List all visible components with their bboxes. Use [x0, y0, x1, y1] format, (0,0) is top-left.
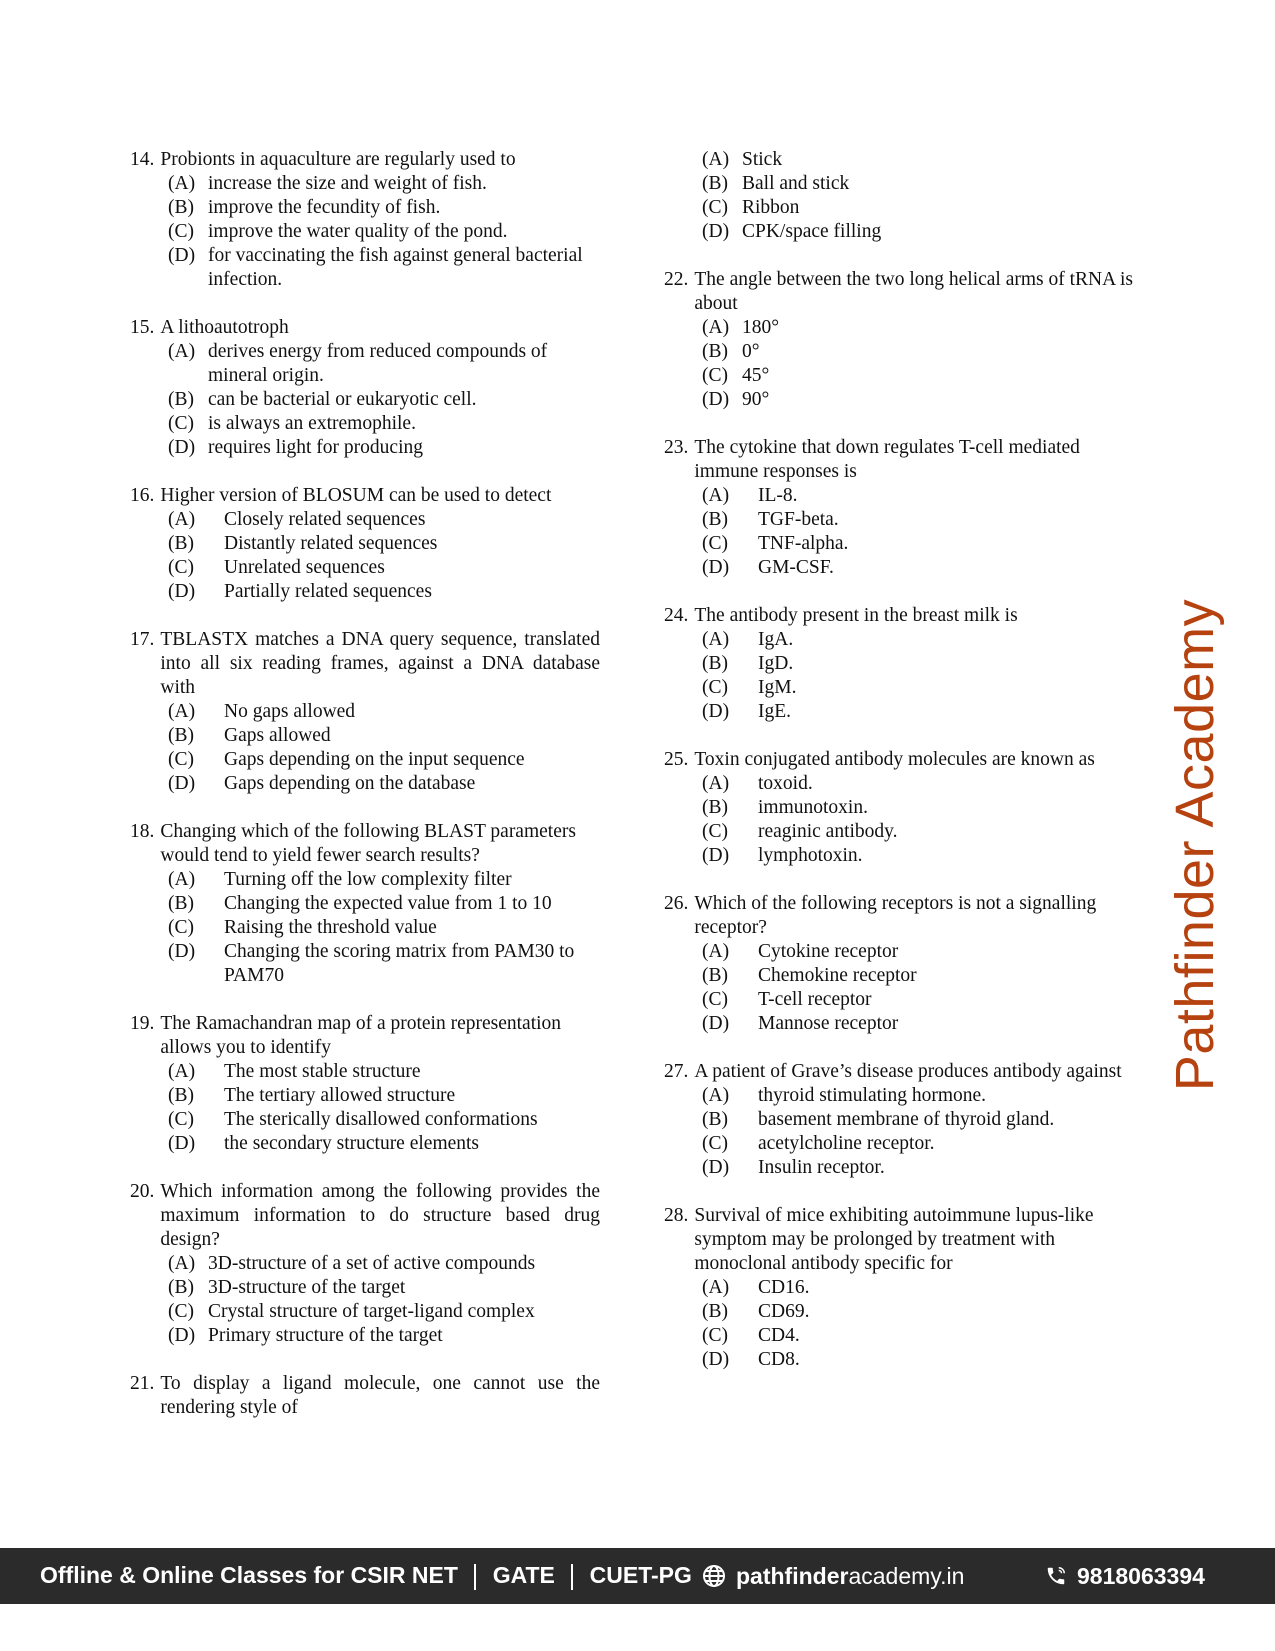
- option-label: (C): [702, 821, 728, 842]
- option-label: (A): [168, 701, 196, 722]
- option-label: (B): [702, 509, 728, 530]
- option-text: CD8.: [758, 1349, 800, 1370]
- website-bold: pathfinder: [736, 1562, 849, 1589]
- answer-option: [702, 196, 1134, 220]
- answer-option: [702, 940, 1134, 964]
- answer-option: [168, 1060, 600, 1084]
- option-text: Closely related sequences: [224, 509, 426, 530]
- question-stem: [664, 436, 1134, 484]
- question-item: [664, 604, 1134, 724]
- question-item: [130, 484, 600, 604]
- answer-option: [168, 724, 600, 748]
- question-number: 16.: [130, 485, 155, 506]
- answer-option: [702, 628, 1134, 652]
- answer-option: [168, 412, 600, 436]
- question-stem: [664, 1204, 1134, 1276]
- answer-option: [702, 1132, 1134, 1156]
- answer-option: [702, 148, 1134, 172]
- answer-option: [702, 796, 1134, 820]
- question-item: [664, 1060, 1134, 1180]
- option-text: IgM.: [758, 677, 797, 698]
- option-label: (D): [702, 221, 730, 242]
- footer-website[interactable]: [702, 1563, 964, 1590]
- question-item: [130, 628, 600, 796]
- option-label: (B): [702, 653, 728, 674]
- phone-number: 9818063394: [1077, 1562, 1205, 1589]
- question-number: 15.: [130, 317, 155, 338]
- answer-option: [702, 364, 1134, 388]
- option-label: (A): [702, 629, 730, 650]
- option-text: lymphotoxin.: [758, 845, 863, 866]
- answer-option: [168, 1276, 600, 1300]
- option-label: (D): [702, 1013, 730, 1034]
- answer-option: [168, 1300, 600, 1324]
- website-light: academy.in: [848, 1562, 965, 1589]
- option-text: basement membrane of thyroid gland.: [758, 1109, 1055, 1130]
- question-stem: [130, 820, 600, 868]
- option-label: (B): [702, 965, 728, 986]
- answer-option: [168, 1108, 600, 1132]
- question-number: 24.: [664, 605, 689, 626]
- option-text: 3D-structure of the target: [208, 1277, 406, 1298]
- question-item: [664, 748, 1134, 868]
- option-text: Cytokine receptor: [758, 941, 899, 962]
- option-text: increase the size and weight of fish.: [208, 173, 487, 194]
- answer-option: [168, 340, 600, 388]
- question-stem: [664, 1060, 1134, 1084]
- question-item: [130, 1180, 600, 1348]
- option-text: Gaps allowed: [224, 725, 331, 746]
- right-column: [664, 148, 1134, 1396]
- option-label: (D): [702, 1349, 730, 1370]
- footer-separator: [474, 1564, 476, 1590]
- question-stem: [664, 604, 1134, 628]
- option-label: (C): [702, 533, 728, 554]
- question-stem: [664, 268, 1134, 316]
- question-item: [664, 268, 1134, 412]
- option-label: (C): [702, 989, 728, 1010]
- option-text: TGF-beta.: [758, 509, 839, 530]
- question-item: [664, 148, 1134, 244]
- option-label: (D): [168, 1325, 196, 1346]
- question-text: The angle between the two long helical arms of tRNA is about: [694, 269, 1134, 314]
- option-text: Chemokine receptor: [758, 965, 917, 986]
- option-label: (D): [168, 941, 196, 962]
- answer-option: [702, 700, 1134, 724]
- option-label: (B): [702, 797, 728, 818]
- question-item: [130, 1372, 600, 1420]
- question-number: 22.: [664, 269, 689, 290]
- footer-separator: [571, 1564, 573, 1590]
- option-text: Ribbon: [742, 197, 800, 218]
- footer-bar: [0, 1548, 1275, 1604]
- option-text: Changing the scoring matrix from PAM30 to PAM70: [224, 941, 575, 986]
- option-label: (C): [168, 1301, 194, 1322]
- question-number: 27.: [664, 1061, 689, 1082]
- footer-cuet: CUET-PG: [589, 1562, 692, 1589]
- answer-option: [168, 868, 600, 892]
- question-text: The antibody present in the breast milk is: [694, 605, 1018, 626]
- option-label: (A): [168, 1253, 196, 1274]
- answer-option: [168, 220, 600, 244]
- question-stem: [130, 1372, 600, 1420]
- option-label: (C): [168, 221, 194, 242]
- question-stem: [130, 628, 600, 700]
- answer-option: [702, 772, 1134, 796]
- option-text: improve the water quality of the pond.: [208, 221, 508, 242]
- answer-option: [702, 172, 1134, 196]
- globe-icon: [702, 1564, 726, 1588]
- option-text: The tertiary allowed structure: [224, 1085, 456, 1106]
- option-text: IgD.: [758, 653, 794, 674]
- question-stem: [130, 484, 600, 508]
- option-text: can be bacterial or eukaryotic cell.: [208, 389, 477, 410]
- answer-option: [168, 892, 600, 916]
- option-text: The sterically disallowed conformations: [224, 1109, 538, 1130]
- option-text: The most stable structure: [224, 1061, 421, 1082]
- option-text: CPK/space filling: [742, 221, 882, 242]
- answer-option: [702, 1084, 1134, 1108]
- option-text: is always an extremophile.: [208, 413, 416, 434]
- option-label: (D): [168, 245, 196, 266]
- answer-option: [702, 1276, 1134, 1300]
- answer-option: [702, 556, 1134, 580]
- answer-option: [702, 1300, 1134, 1324]
- option-text: for vaccinating the fish against general bacterial infection.: [208, 245, 583, 290]
- option-label: (D): [702, 701, 730, 722]
- option-text: TNF-alpha.: [758, 533, 849, 554]
- option-label: (A): [702, 149, 730, 170]
- option-text: requires light for producing: [208, 437, 423, 458]
- option-label: (C): [168, 557, 194, 578]
- question-text: A patient of Grave’s disease produces antibody against: [694, 1061, 1122, 1082]
- option-text: No gaps allowed: [224, 701, 356, 722]
- question-number: 14.: [130, 149, 155, 170]
- answer-option: [702, 316, 1134, 340]
- option-label: (A): [702, 773, 730, 794]
- option-text: toxoid.: [758, 773, 813, 794]
- option-label: (D): [168, 1133, 196, 1154]
- answer-option: [702, 1156, 1134, 1180]
- option-text: Ball and stick: [742, 173, 850, 194]
- option-text: reaginic antibody.: [758, 821, 898, 842]
- option-text: acetylcholine receptor.: [758, 1133, 935, 1154]
- option-label: (C): [702, 365, 728, 386]
- option-label: (A): [702, 317, 730, 338]
- option-text: Unrelated sequences: [224, 557, 385, 578]
- question-stem: [664, 748, 1134, 772]
- option-label: (D): [168, 437, 196, 458]
- watermark: Pathfinder Academy: [1165, 598, 1225, 1092]
- answer-option: [168, 1132, 600, 1156]
- option-label: (B): [168, 389, 194, 410]
- answer-option: [702, 1348, 1134, 1372]
- option-label: (C): [168, 413, 194, 434]
- option-label: (B): [702, 1109, 728, 1130]
- option-text: 180°: [742, 317, 780, 338]
- option-label: (A): [168, 1061, 196, 1082]
- question-text: To display a ligand molecule, one cannot use the rendering style of: [160, 1373, 600, 1418]
- option-text: 0°: [742, 341, 760, 362]
- option-label: (C): [168, 1109, 194, 1130]
- question-number: 18.: [130, 821, 155, 842]
- option-label: (C): [168, 917, 194, 938]
- option-label: (B): [168, 725, 194, 746]
- answer-option: [702, 1012, 1134, 1036]
- option-text: thyroid stimulating hormone.: [758, 1085, 987, 1106]
- answer-option: [168, 1324, 600, 1348]
- question-stem: [130, 148, 600, 172]
- option-text: Raising the threshold value: [224, 917, 437, 938]
- answer-option: [702, 652, 1134, 676]
- question-stem: [130, 1180, 600, 1252]
- option-label: (B): [168, 893, 194, 914]
- option-text: IgE.: [758, 701, 792, 722]
- option-text: 45°: [742, 365, 770, 386]
- answer-option: [702, 484, 1134, 508]
- question-text: The Ramachandran map of a protein representation allows you to identify: [160, 1013, 562, 1058]
- option-label: (D): [702, 557, 730, 578]
- question-number: 28.: [664, 1205, 689, 1226]
- option-label: (A): [168, 341, 196, 362]
- question-stem: [130, 1012, 600, 1060]
- question-text: The cytokine that down regulates T-cell mediated immune responses is: [694, 437, 1080, 482]
- option-label: (D): [168, 773, 196, 794]
- option-text: IgA.: [758, 629, 794, 650]
- option-label: (B): [702, 341, 728, 362]
- option-label: (D): [702, 1157, 730, 1178]
- question-text: Probionts in aquaculture are regularly used to: [160, 149, 516, 170]
- option-text: Crystal structure of target-ligand complex: [208, 1301, 535, 1322]
- option-text: Stick: [742, 149, 783, 170]
- option-label: (B): [702, 1301, 728, 1322]
- footer-gate: GATE: [492, 1562, 555, 1589]
- option-label: (C): [702, 1325, 728, 1346]
- option-label: (B): [168, 1085, 194, 1106]
- answer-option: [702, 1108, 1134, 1132]
- left-column: [130, 148, 600, 1444]
- option-text: Mannose receptor: [758, 1013, 899, 1034]
- option-text: IL-8.: [758, 485, 798, 506]
- question-item: [130, 820, 600, 988]
- question-text: TBLASTX matches a DNA query sequence, translated into all six reading frames, against a DNA database with: [160, 629, 600, 698]
- question-number: 19.: [130, 1013, 155, 1034]
- answer-option: [168, 580, 600, 604]
- option-label: (C): [168, 749, 194, 770]
- option-text: GM-CSF.: [758, 557, 834, 578]
- question-number: 25.: [664, 749, 689, 770]
- option-label: (A): [168, 173, 196, 194]
- question-text: A lithoautotroph: [160, 317, 289, 338]
- question-number: 23.: [664, 437, 689, 458]
- option-text: Turning off the low complexity filter: [224, 869, 512, 890]
- option-label: (A): [702, 1277, 730, 1298]
- option-label: (A): [702, 485, 730, 506]
- answer-option: [168, 748, 600, 772]
- question-text: Higher version of BLOSUM can be used to detect: [160, 485, 552, 506]
- answer-option: [168, 772, 600, 796]
- answer-option: [702, 388, 1134, 412]
- option-label: (A): [702, 941, 730, 962]
- question-text: Which of the following receptors is not a signalling receptor?: [694, 893, 1097, 938]
- answer-option: [168, 388, 600, 412]
- footer-classes: [40, 1562, 692, 1590]
- answer-option: [168, 1084, 600, 1108]
- option-label: (B): [168, 1277, 194, 1298]
- question-stem: [664, 892, 1134, 940]
- question-number: 17.: [130, 629, 155, 650]
- answer-option: [702, 340, 1134, 364]
- answer-option: [702, 844, 1134, 868]
- answer-option: [702, 676, 1134, 700]
- option-label: (D): [168, 581, 196, 602]
- question-item: [664, 892, 1134, 1036]
- question-item: [130, 1012, 600, 1156]
- answer-option: [702, 220, 1134, 244]
- question-text: Changing which of the following BLAST parameters would tend to yield fewer search results?: [160, 821, 576, 866]
- option-text: Gaps depending on the input sequence: [224, 749, 525, 770]
- answer-option: [702, 508, 1134, 532]
- option-label: (C): [702, 197, 728, 218]
- option-label: (B): [702, 173, 728, 194]
- answer-option: [168, 556, 600, 580]
- question-stem: [130, 316, 600, 340]
- option-text: Distantly related sequences: [224, 533, 438, 554]
- answer-option: [168, 1252, 600, 1276]
- option-text: 3D-structure of a set of active compounds: [208, 1253, 536, 1274]
- question-number: 21.: [130, 1373, 155, 1394]
- option-text: immunotoxin.: [758, 797, 868, 818]
- answer-option: [168, 532, 600, 556]
- question-item: [664, 436, 1134, 580]
- option-label: (D): [702, 845, 730, 866]
- answer-option: [702, 532, 1134, 556]
- footer-classes-label: Offline & Online Classes for CSIR NET: [40, 1562, 458, 1589]
- option-text: improve the fecundity of fish.: [208, 197, 441, 218]
- option-text: CD16.: [758, 1277, 810, 1298]
- option-text: Primary structure of the target: [208, 1325, 443, 1346]
- option-label: (C): [702, 1133, 728, 1154]
- answer-option: [702, 988, 1134, 1012]
- answer-option: [168, 508, 600, 532]
- answer-option: [168, 172, 600, 196]
- option-text: CD4.: [758, 1325, 800, 1346]
- answer-option: [702, 1324, 1134, 1348]
- option-text: Changing the expected value from 1 to 10: [224, 893, 552, 914]
- phone-icon: [1045, 1565, 1067, 1587]
- answer-option: [168, 916, 600, 940]
- question-text: Survival of mice exhibiting autoimmune lupus-like symptom may be prolonged by treatment with monoclonal antibody specific for: [694, 1205, 1094, 1274]
- option-label: (A): [702, 1085, 730, 1106]
- option-text: Partially related sequences: [224, 581, 432, 602]
- option-label: (D): [702, 389, 730, 410]
- option-text: CD69.: [758, 1301, 810, 1322]
- option-text: the secondary structure elements: [224, 1133, 480, 1154]
- question-number: 26.: [664, 893, 689, 914]
- answer-option: [168, 700, 600, 724]
- question-text: Toxin conjugated antibody molecules are known as: [694, 749, 1095, 770]
- question-item: [664, 1204, 1134, 1372]
- answer-option: [168, 940, 600, 988]
- option-label: (C): [702, 677, 728, 698]
- question-item: [130, 148, 600, 292]
- option-text: derives energy from reduced compounds of mineral origin.: [208, 341, 548, 386]
- answer-option: [702, 964, 1134, 988]
- option-text: T-cell receptor: [758, 989, 872, 1010]
- option-label: (A): [168, 509, 196, 530]
- footer-phone[interactable]: [1045, 1563, 1205, 1590]
- answer-option: [168, 196, 600, 220]
- option-label: (A): [168, 869, 196, 890]
- answer-option: [168, 244, 600, 292]
- question-text: Which information among the following provides the maximum information to do structure based drug design?: [160, 1181, 600, 1250]
- option-text: 90°: [742, 389, 770, 410]
- question-number: 20.: [130, 1181, 155, 1202]
- answer-option: [168, 436, 600, 460]
- question-item: [130, 316, 600, 460]
- option-label: (B): [168, 197, 194, 218]
- option-label: (B): [168, 533, 194, 554]
- option-text: Insulin receptor.: [758, 1157, 885, 1178]
- option-text: Gaps depending on the database: [224, 773, 476, 794]
- answer-option: [702, 820, 1134, 844]
